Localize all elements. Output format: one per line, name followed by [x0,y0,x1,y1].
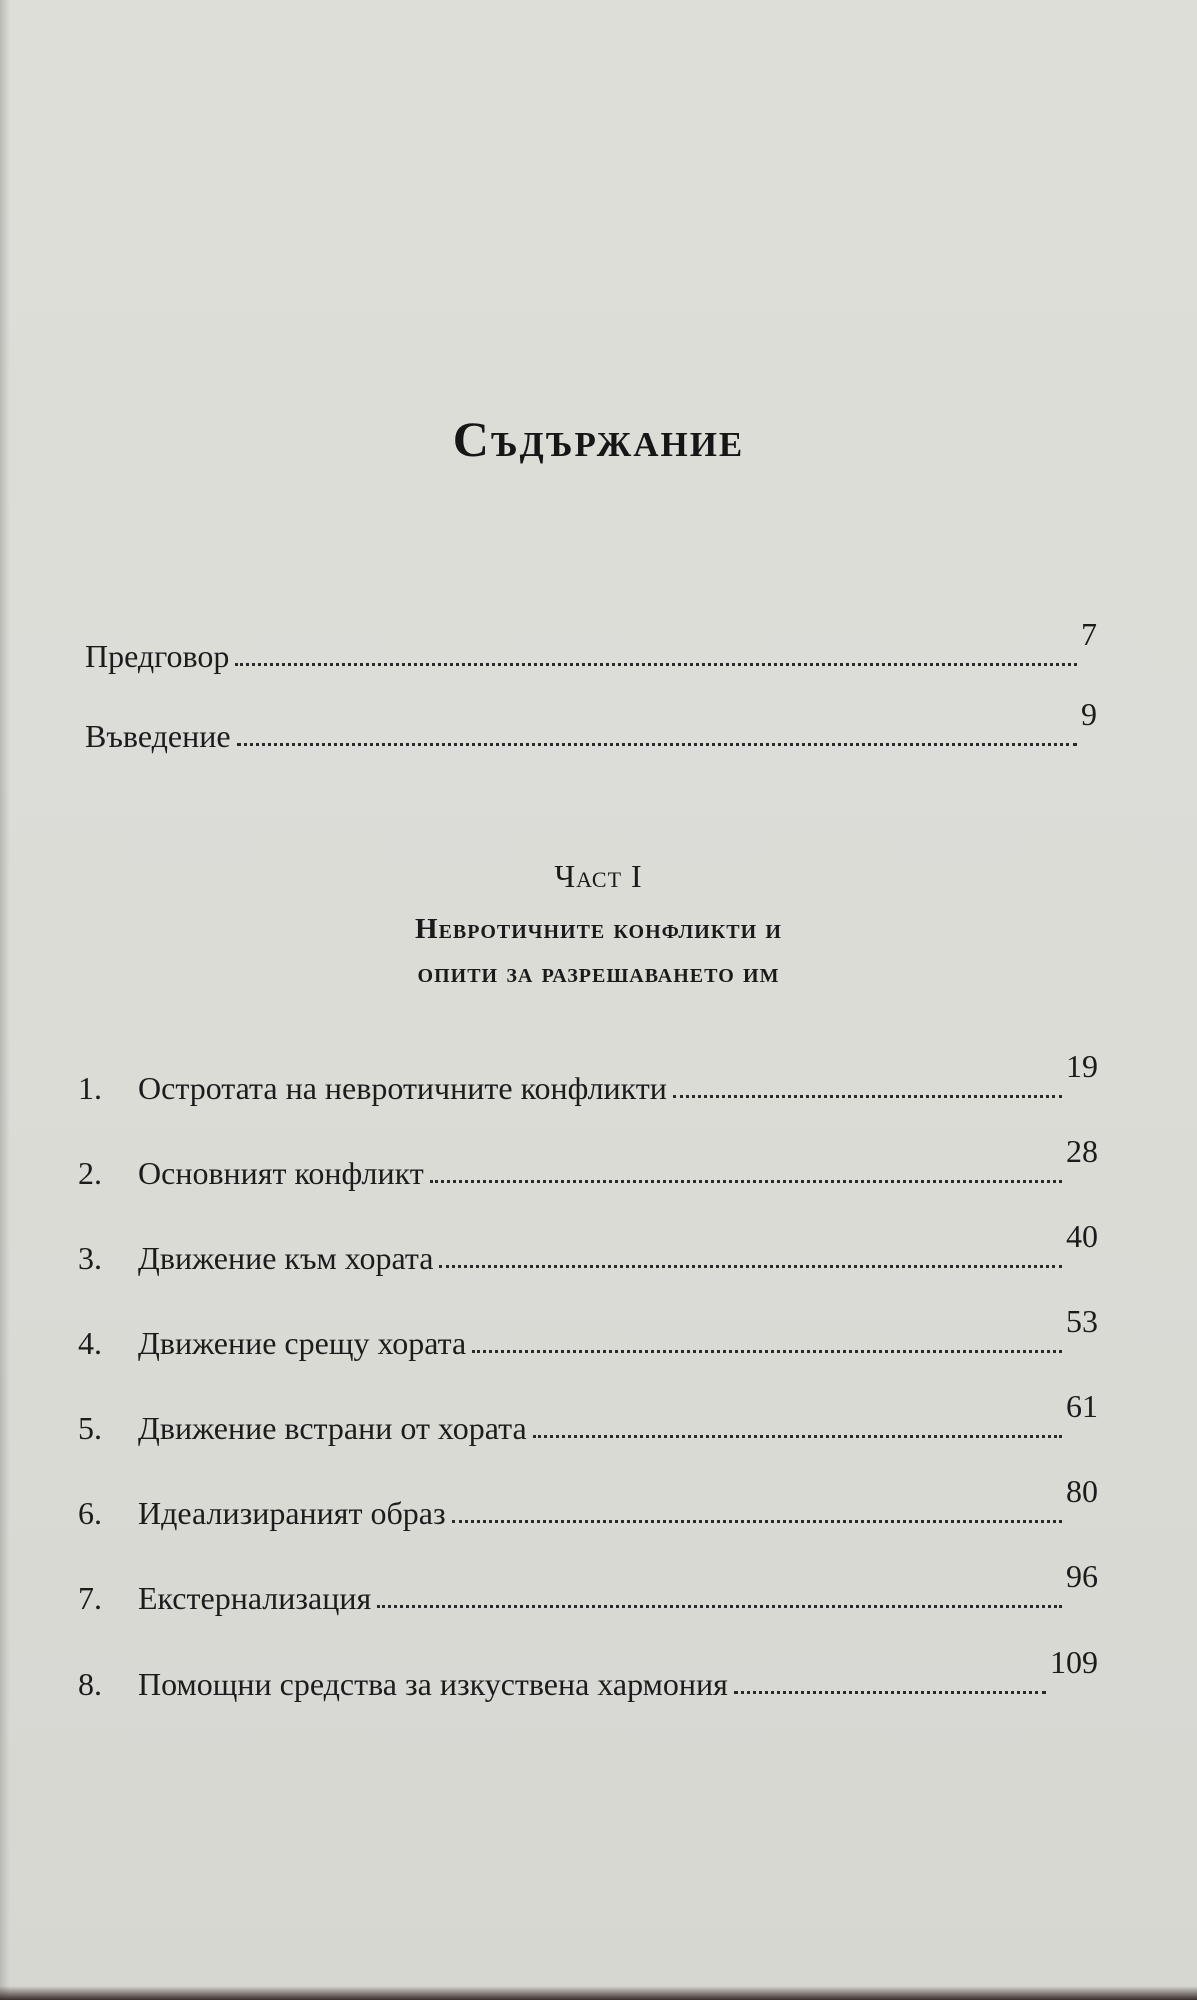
entry-page-number: 96 [1066,1558,1098,1594]
dot-leader [673,1095,1062,1098]
part-title-line-1: Невротичните конфликти и [415,913,782,945]
chapter-number: 2. [78,1155,102,1191]
dot-leader [472,1350,1062,1353]
dot-leader [533,1435,1062,1438]
entry-page-number: 40 [1066,1218,1098,1254]
entry-page-number: 61 [1066,1388,1098,1424]
chapter-number: 7. [78,1580,102,1616]
entry-label: Помощни средства за изкуствена хармония [138,1666,728,1702]
chapter-number: 4. [78,1325,102,1361]
entry-label: Предговор [85,638,230,674]
toc-entry-chapter-1[interactable] [78,1048,1098,1106]
part-label: Част I [554,858,643,894]
toc-entry-chapter-8[interactable] [78,1644,1098,1702]
page-bottom-edge [0,1986,1197,2000]
part-title-line-2: опити за разрешаването им [417,957,780,989]
toc-title: Съдържание [452,411,745,467]
chapter-number: 5. [78,1410,102,1446]
entry-label: Въведение [85,718,231,754]
entry-label: Движение срещу хората [138,1325,467,1361]
toc-entry-chapter-3[interactable] [78,1218,1098,1276]
chapter-number: 8. [78,1666,102,1702]
toc-entry-chapter-2[interactable] [78,1133,1098,1191]
entry-label: Основният конфликт [138,1155,424,1191]
chapter-number: 6. [78,1495,102,1531]
dot-leader [430,1180,1062,1183]
entry-label: Движение встрани от хората [138,1410,527,1446]
entry-page-number: 28 [1066,1133,1098,1169]
entry-page-number: 109 [1050,1644,1098,1680]
entry-label: Идеализираният образ [138,1495,446,1531]
entry-page-number: 9 [1081,696,1097,732]
toc-entry-chapter-4[interactable] [78,1303,1098,1361]
entry-page-number: 80 [1066,1473,1098,1509]
toc-entry-chapter-6[interactable] [78,1473,1098,1531]
dot-leader [235,663,1077,666]
entry-label: Движение към хората [138,1240,434,1276]
dot-leader [439,1265,1062,1268]
toc-entry-introduction[interactable] [85,696,1097,754]
chapter-number: 1. [78,1070,102,1106]
entry-label: Остротата на невротичните конфликти [138,1070,667,1106]
chapter-number: 3. [78,1240,102,1276]
toc-entry-chapter-7[interactable] [78,1558,1098,1616]
toc-entry-preface[interactable] [85,616,1097,674]
dot-leader [237,743,1077,746]
toc-entry-chapter-5[interactable] [78,1388,1098,1446]
dot-leader [734,1691,1046,1694]
part-header [0,858,1197,995]
entry-label: Екстернализация [138,1580,372,1616]
entry-page-number: 7 [1081,616,1097,652]
entry-page-number: 53 [1066,1303,1098,1339]
dot-leader [377,1605,1062,1608]
entry-page-number: 19 [1066,1048,1098,1084]
dot-leader [452,1520,1062,1523]
